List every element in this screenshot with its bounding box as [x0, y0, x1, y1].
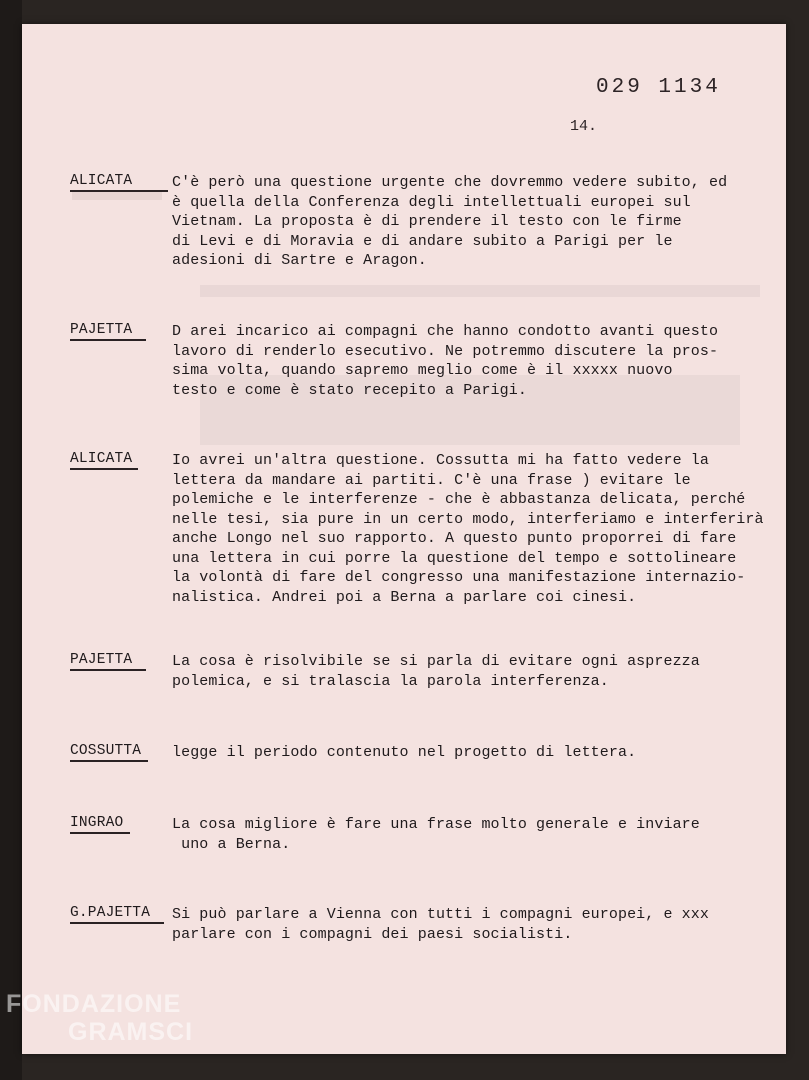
speech-line: polemica, e si tralascia la parola interferenza. — [172, 672, 609, 690]
archive-number: 029 1134 — [596, 76, 721, 99]
speech-text — [172, 173, 792, 271]
speech-line: lettera da mandare ai partiti. C'è una frase ) evitare le — [172, 471, 691, 489]
speech-line: di Levi e di Moravia e di andare subito a Parigi per le — [172, 232, 673, 250]
speech-line: testo e come è stato recepito a Parigi. — [172, 381, 527, 399]
speech-line: la volontà di fare del congresso una manifestazione internazio- — [172, 569, 746, 586]
speaker-name: PAJETTA — [70, 322, 146, 341]
speech-line: sima volta, quando sapremo meglio come è il xxxxx nuovo — [172, 362, 673, 379]
speech-line: è quella della Conferenza degli intellettuali europei sul — [172, 193, 691, 211]
speech-text — [172, 451, 792, 607]
speech-line: nalistica. Andrei poi a Berna a parlare coi cinesi. — [172, 588, 637, 606]
speech-text — [172, 815, 792, 854]
speech-line: nelle tesi, sia pure in un certo modo, interferiamo e interferirà — [172, 510, 764, 528]
fondazione-gramsci-watermark: FONDAZIONE GRAMSCI — [6, 990, 194, 1046]
speech-line: uno a Berna. — [172, 835, 291, 853]
speaker-name: PAJETTA — [70, 652, 146, 671]
speech-line: parlare con i compagni dei paesi socialisti. — [172, 925, 573, 943]
speech-line: anche Longo nel suo rapporto. A questo punto proporrei di fare — [172, 530, 737, 547]
speech-text — [172, 905, 792, 944]
speaker-name: G.PAJETTA — [70, 905, 164, 924]
speaker-name: ALICATA — [70, 173, 168, 192]
show-through-mark — [72, 190, 162, 200]
speaker-name: ALICATA — [70, 451, 138, 470]
speech-line: lavoro di renderlo esecutivo. Ne potremmo discutere la pros- — [172, 342, 719, 360]
speech-text — [172, 322, 792, 400]
binder-edge — [0, 0, 22, 1080]
speech-text — [172, 652, 792, 691]
speech-line: polemiche e le interferenze - che è abbastanza delicata, perché — [172, 491, 746, 508]
speech-line: una lettera in cui porre la questione del tempo e sottolineare — [172, 549, 737, 567]
speaker-name: INGRAO — [70, 815, 130, 834]
speech-line: D arei incarico ai compagni che hanno condotto avanti questo — [172, 323, 719, 340]
speech-line: Io avrei un'altra questione. Cossutta mi ha fatto vedere la — [172, 452, 709, 469]
speech-line: La cosa migliore è fare una frase molto generale e inviare — [172, 816, 700, 833]
page-number: 14. — [570, 118, 598, 135]
speech-line: legge il periodo contenuto nel progetto di lettera. — [172, 744, 637, 761]
speech-line: adesioni di Sartre e Aragon. — [172, 252, 427, 269]
speech-line: C'è però una questione urgente che dovremmo vedere subito, ed — [172, 174, 728, 191]
show-through-mark — [200, 285, 760, 297]
speech-line: Si può parlare a Vienna con tutti i compagni europei, e xxx — [172, 906, 709, 923]
speaker-name: COSSUTTA — [70, 743, 148, 762]
speech-line: Vietnam. La proposta è di prendere il testo con le firme — [172, 213, 682, 230]
speech-text — [172, 743, 792, 763]
speech-line: La cosa è risolvibile se si parla di evitare ogni asprezza — [172, 653, 700, 670]
